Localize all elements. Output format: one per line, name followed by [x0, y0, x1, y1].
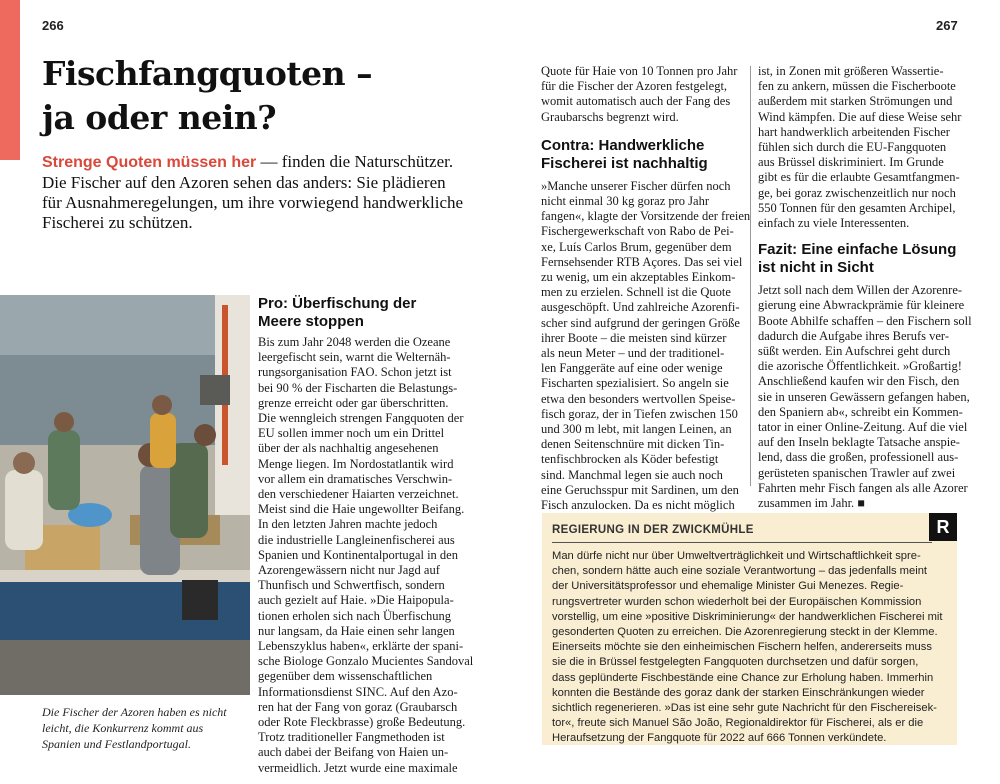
text-line: sind. Manchmal legen sie auch noch	[541, 467, 723, 482]
text-line: dadurch die Aufgabe ihres Berufs ver-	[758, 328, 949, 343]
text-line: die azorische Öffentlichkeit. »Großartig!	[758, 359, 962, 374]
text-line: sie die in Brüssel festgelegten Fangquoten durchsetzen und dafür sorgen,	[552, 656, 919, 669]
text-line: bei 90 % der Fischarten die Belastungs-	[258, 380, 458, 395]
text-line: aus Brüssel diskriminiert. Im Grunde	[758, 155, 944, 170]
paragraph-fazit	[758, 283, 972, 511]
text-line: chen, sondern hätte auch eine soziale Verantwortung – das jedenfalls meint	[552, 565, 928, 578]
text-line: vorstellig, um eine »positive Diskriminierung« der handwerklichen Fischerei mit	[552, 610, 943, 623]
text-line: dass geplünderte Fischbestände eine Chance zur Erholung haben. Immerhin	[552, 671, 934, 684]
text-line: womit automatisch auch der Fang des	[541, 94, 731, 109]
text-line: lend, dass die großen, professionell aus-	[758, 450, 959, 465]
text-line: ist, in Zonen mit größeren Wassertie-	[758, 64, 944, 78]
page-number-right: 267	[936, 18, 958, 33]
text-line: als neun Meter – und der traditionel-	[541, 346, 725, 361]
text-line: ge, bei goraz zwischenzeitlich nur noch	[758, 185, 956, 200]
text-line: Fischergewerkschaft von Rabo de Pei-	[541, 224, 734, 239]
text-line: Quote für Haie von 10 Tonnen pro Jahr	[541, 64, 738, 78]
text-line: Spanien und Kontinentalportugal in den	[258, 547, 458, 562]
text-line: Wind kämpfen. Die auf diese Weise sehr	[758, 109, 962, 124]
text-line: Graubarschs begrenzt wird.	[541, 109, 679, 124]
text-line: süßt werden. Ein Aufschrei geht durch	[758, 344, 951, 359]
text-line: den Spaniern ab«, schreibt ein Kommen-	[758, 404, 963, 419]
text-line: auch gezielt auf Haie. »Die Haipopula-	[258, 593, 454, 608]
text-line: Heraufsetzung der Fangquote für 2022 auf 666 Tonnen verkündete.	[552, 732, 887, 745]
intro-line: Die Fischer auf den Azoren sehen das anders: Sie plädieren	[42, 173, 446, 192]
text-line: Die wenngleich strengen Fangquoten der	[258, 411, 464, 426]
text-line: xe, Luís Carlos Brum, gegenüber dem	[541, 239, 732, 254]
column-pro	[258, 295, 474, 776]
text-line: tor«, freute sich Manuel São João, Regionaldirektor für Fischerei, als er die	[552, 717, 924, 730]
heading-line: Fischerei ist nachhaltig	[541, 154, 708, 172]
text-line: tenfischbrocken als Köder befestigt	[541, 452, 719, 467]
text-line: konnten die Bestände des goraz dank der starken Einschränkungen wieder	[552, 686, 925, 699]
text-line: eine Geruchsspur mit Sardinen, um den	[541, 482, 739, 497]
text-line: rungsorganisation FAO. Schon jetzt ist	[258, 365, 452, 380]
info-box-rule	[552, 542, 932, 543]
text-line: men zu erzielen. Schnell ist die Quote	[541, 285, 731, 300]
info-box-title: REGIERUNG IN DER ZWICKMÜHLE	[552, 524, 754, 536]
text-line: auch dabei der Beifang von Haien un-	[258, 745, 449, 760]
text-line: Man dürfe nicht nur über Umweltverträglichkeit und Wirtschaftlichkeit spre-	[552, 550, 921, 562]
heading-line: Meere stoppen	[258, 313, 364, 330]
caption-line: Spanien und Festlandportugal.	[42, 737, 191, 751]
text-line: tionen erholen sich nach Überfischung	[258, 608, 451, 623]
paragraph-pro	[258, 335, 474, 776]
text-line: Boote Abhilfe schaffen – den Fischern soll	[758, 313, 972, 328]
info-box-text	[552, 549, 952, 747]
text-line: fangen«, klagte der Vorsitzende der freien	[541, 209, 751, 224]
section-heading-fazit	[758, 241, 958, 277]
fishermen-photo-illustration	[0, 295, 250, 695]
page-number-left: 266	[42, 18, 64, 33]
text-line: hart handwerklich arbeitenden Fischer	[758, 124, 950, 139]
text-line: gegenüber dem wissenschaftlichen	[258, 669, 433, 684]
headline-line: Fischfangquoten –	[42, 54, 373, 93]
text-line: leergefischt sein, warnt die Welternäh-	[258, 350, 451, 365]
article-headline	[42, 52, 482, 140]
text-line: die industrielle Langleinenfischerei aus	[258, 532, 455, 547]
text-line: Azorengewässern nicht nur Jagd auf	[258, 563, 440, 578]
text-line: einfach zu viele Interessenten.	[758, 216, 910, 231]
text-line: len Fanggeräte auf eine oder wenige	[541, 361, 723, 376]
text-line: nur langsam, da Haie einen sehr langen	[258, 623, 455, 638]
text-line: zu wenig, um ein akzeptables Einkom-	[541, 270, 736, 285]
paragraph-continued	[541, 64, 741, 125]
info-box	[542, 513, 957, 745]
caption-line: Die Fischer der Azoren haben es nicht	[42, 705, 227, 719]
text-line: und 300 m lebt, mit langen Leinen, an	[541, 422, 732, 437]
text-line: In den letzten Jahren machte jedoch	[258, 517, 438, 532]
text-line: 550 Tonnen für den gesamten Archipel,	[758, 200, 956, 215]
fishermen-photo	[0, 295, 250, 695]
paragraph-continued	[758, 64, 962, 231]
intro-line: für Ausnahmeregelungen, um ihre vorwiegend handwerkliche	[42, 193, 464, 212]
text-line: denen Seitenschnüre mit dicken Tin-	[541, 437, 725, 452]
article-intro	[42, 152, 472, 233]
text-line: rungsvertreter wurden schon wiederholt bei der Europäischen Kommission	[552, 595, 922, 608]
intro-lead-rest: — finden die Naturschützer.	[256, 152, 454, 171]
text-line: Fahrten mehr Fisch fangen als alle Azorer	[758, 480, 968, 495]
text-line: etwa den besonders wertvollen Speise-	[541, 391, 736, 406]
caption-line: leicht, die Konkurrenz kommt aus	[42, 721, 204, 735]
section-heading-contra	[541, 137, 741, 173]
heading-line: Pro: Überfischung der	[258, 295, 417, 312]
text-line: nicht einmal 30 kg goraz pro Jahr	[541, 194, 710, 209]
heading-line: Contra: Handwerkliche	[541, 136, 705, 154]
text-line: Meist sind die Haie ungewollter Beifang.	[258, 502, 465, 517]
photo-caption	[42, 704, 247, 752]
text-line: Fischarten spezialisiert. So angeln sie	[541, 376, 729, 391]
text-line: ihrer Boote – die meisten sind kürzer	[541, 330, 727, 345]
text-line: fen zu ankern, müssen die Fischerboote	[758, 79, 956, 94]
text-line: auf den Inseln beklagte Tatsache anspie-	[758, 435, 960, 450]
intro-line	[42, 152, 472, 173]
text-line: gibt es für die erlaubte Gesamtfangmen-	[758, 170, 960, 185]
text-line: grenze erreicht oder gar überschritten.	[258, 395, 449, 410]
section-marker-bar	[0, 0, 20, 160]
text-line: zusammen im Jahr. ■	[758, 496, 865, 511]
text-line: Trotz traditioneller Fangmethoden ist	[258, 730, 445, 745]
text-line: gesonderten Quoten zu erreichen. Die Azorenregierung steckt in der Klemme.	[552, 626, 938, 639]
text-line: Fisch anzulocken. Da es nicht möglich	[541, 498, 735, 513]
text-line: ausgeschöpft. Und zahlreiche Azorenfi-	[541, 300, 740, 315]
column-fazit	[758, 64, 972, 511]
heading-line: Fazit: Eine einfache Lösung	[758, 241, 957, 259]
text-line: Lebenszyklus haben«, erklärte der spani-	[258, 639, 464, 654]
text-line: scher sind aufgrund der geringen Größe	[541, 315, 740, 330]
text-line: vor allem ein dramatisches Verschwin-	[258, 471, 453, 486]
text-line: Informationsdienst SINC. Auf den Azo-	[258, 684, 458, 699]
text-line: sie in unseren Gewässern gefangen haben,	[758, 389, 970, 404]
text-line: Menge liegen. Im Nordostatlantik wird	[258, 456, 454, 471]
text-line: Anschließend kaufen wir den Fisch, den	[758, 374, 960, 389]
text-line: außerdem mit starken Strömungen und	[758, 94, 953, 109]
text-line: der Universitätsprofessor und ehemalige Minister Gui Menezes. Regie-	[552, 580, 904, 593]
intro-lead: Strenge Quoten müssen her	[42, 154, 257, 171]
headline-line: ja oder nein?	[42, 98, 277, 137]
text-line: ren hat der Fang von goraz (Graubarsch	[258, 699, 458, 714]
text-line: gierung eine Abwrackprämie für kleinere	[758, 298, 965, 313]
text-line: fisch goraz, der in Tiefen zwischen 150	[541, 406, 738, 421]
text-line: Thunfisch und Schwertfisch, sondern	[258, 578, 445, 593]
text-line: den verschiedener Haiarten verzeichnet.	[258, 487, 459, 502]
text-line: sichtlich regenerieren. »Das ist eine sehr gute Nachricht für den Fischereisek-	[552, 702, 937, 715]
text-line: tator in einer Online-Zeitung. Auf die viel	[758, 420, 968, 435]
text-line: fühlen sich durch die EU-Fangquoten	[758, 140, 947, 155]
text-line: Einerseits möchte sie den einheimischen Fischern helfen, andererseits muss	[552, 641, 932, 654]
text-line: Bis zum Jahr 2048 werden die Ozeane	[258, 335, 451, 349]
text-line: »Manche unserer Fischer dürfen noch	[541, 178, 731, 193]
paragraph-contra	[541, 178, 751, 513]
column-contra	[541, 64, 751, 513]
regional-badge: R	[929, 513, 957, 541]
text-line: über der als nachhaltig angesehenen	[258, 441, 439, 456]
text-line: sche Biologe Gonzalo Mucientes Sandoval	[258, 654, 474, 669]
text-line: gerüsteten spanischen Trawler auf zwei	[758, 465, 956, 480]
text-line: vermeidlich. Jetzt wurde eine maximale	[258, 760, 458, 775]
heading-line: ist nicht in Sicht	[758, 259, 874, 277]
text-line: Jetzt soll nach dem Willen der Azorenre-	[758, 283, 963, 298]
column-divider	[750, 66, 751, 486]
section-heading-pro	[258, 295, 463, 331]
text-line: EU sollen immer noch um ein Drittel	[258, 426, 445, 441]
intro-line: Fischerei zu schützen.	[42, 213, 193, 232]
text-line: Fernsehsender RTB Açores. Das sei viel	[541, 254, 743, 269]
text-line: für die Fischer der Azoren festgelegt,	[541, 79, 728, 94]
text-line: oder Rote Fleckbrasse) große Bedeutung.	[258, 715, 466, 730]
